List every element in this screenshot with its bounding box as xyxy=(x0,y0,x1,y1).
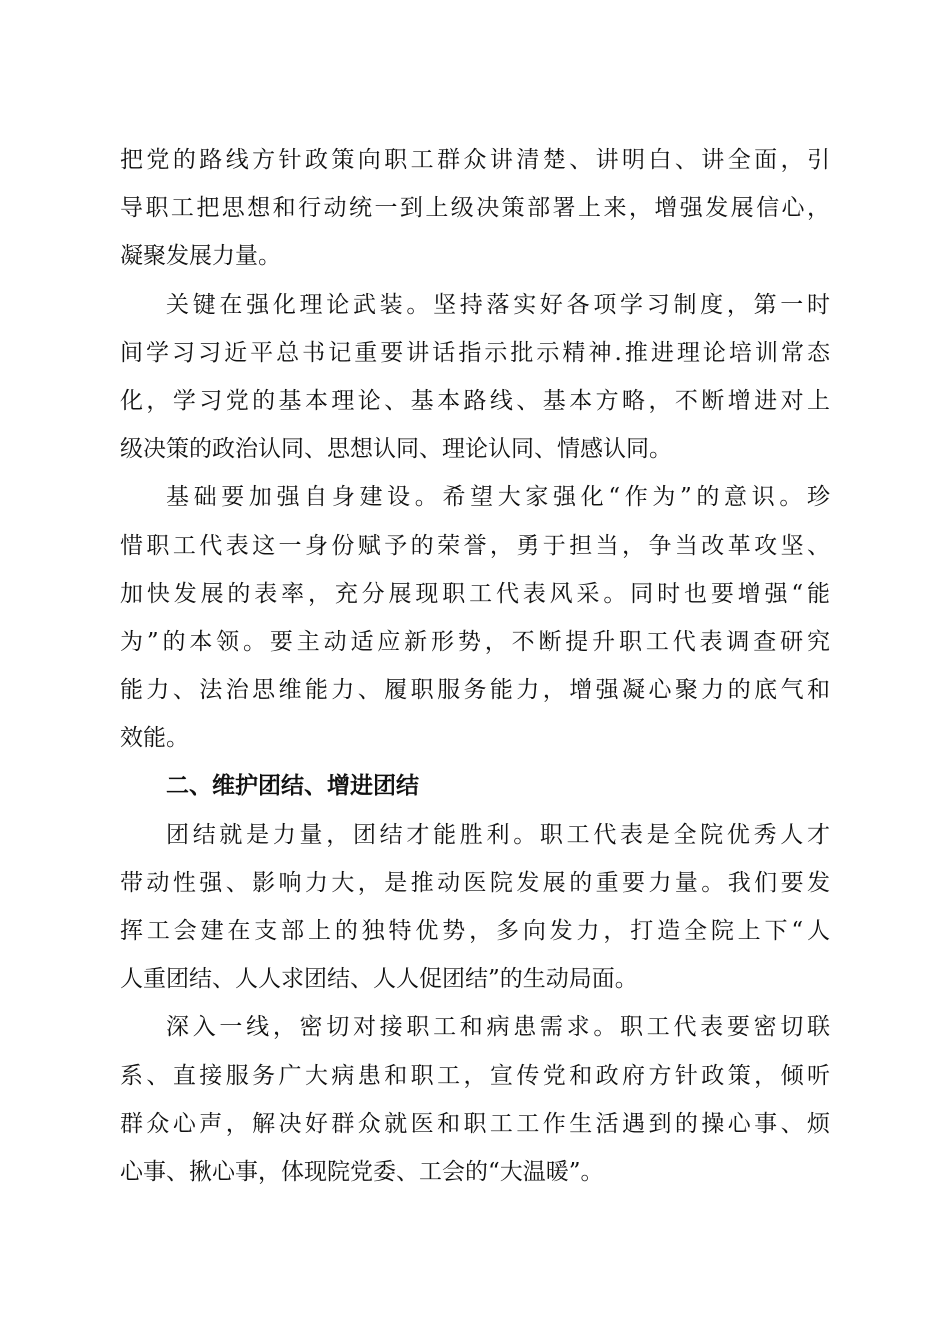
paragraph-1-line-3: 凝聚发展力量。 xyxy=(120,243,281,270)
paragraph-3-line-3: 加快发展的表率，充分展现职工代表风采。同时也要增强“能 xyxy=(120,580,830,607)
paragraph-3-line-1: 基础要加强自身建设。希望大家强化“作为”的意识。珍 xyxy=(166,484,830,511)
section-heading-2: 二、维护团结、增进团结 xyxy=(166,773,419,800)
paragraph-5-line-2: 系、直接服务广大病患和职工，宣传党和政府方针政策，倾听 xyxy=(120,1062,830,1089)
paragraph-3-line-4: 为”的本领。要主动适应新形势，不断提升职工代表调查研究 xyxy=(120,628,830,655)
paragraph-2-line-2: 间学习习近平总书记重要讲话指示批示精神.推进理论培训常态 xyxy=(120,339,830,366)
paragraph-4-line-4: 人重团结、人人求团结、人人促团结”的生动局面。 xyxy=(120,966,638,993)
paragraph-2-line-4: 级决策的政治认同、思想认同、理论认同、情感认同。 xyxy=(120,436,672,463)
paragraph-5-line-4: 心事、揪心事，体现院党委、工会的“大温暖”。 xyxy=(120,1158,604,1185)
paragraph-1-line-2: 导职工把思想和行动统一到上级决策部署上来，增强发展信心， xyxy=(120,195,830,222)
paragraph-4-line-3: 挥工会建在支部上的独特优势，多向发力，打造全院上下“人 xyxy=(120,918,830,944)
paragraph-3-line-2: 惜职工代表这一身份赋予的荣誉，勇于担当，争当改革攻坚、 xyxy=(120,532,830,559)
paragraph-4-line-1: 团结就是力量，团结才能胜利。职工代表是全院优秀人才 xyxy=(166,821,830,848)
paragraph-1-line-1: 把党的路线方针政策向职工群众讲清楚、讲明白、讲全面，引 xyxy=(120,147,830,173)
paragraph-3-line-6: 效能。 xyxy=(120,725,189,752)
paragraph-2-line-1: 关键在强化理论武装。坚持落实好各项学习制度，第一时 xyxy=(166,291,830,318)
paragraph-5-line-1: 深入一线，密切对接职工和病患需求。职工代表要密切联 xyxy=(166,1014,830,1041)
document-body xyxy=(120,136,830,1196)
paragraph-5-line-3: 群众心声，解决好群众就医和职工工作生活遇到的操心事、烦 xyxy=(120,1110,830,1137)
paragraph-3-line-5: 能力、法治思维能力、履职服务能力，增强凝心聚力的底气和 xyxy=(120,677,830,704)
paragraph-2-line-3: 化，学习党的基本理论、基本路线、基本方略，不断增进对上 xyxy=(120,387,830,414)
paragraph-4-line-2: 带动性强、影响力大，是推动医院发展的重要力量。我们要发 xyxy=(120,869,830,896)
